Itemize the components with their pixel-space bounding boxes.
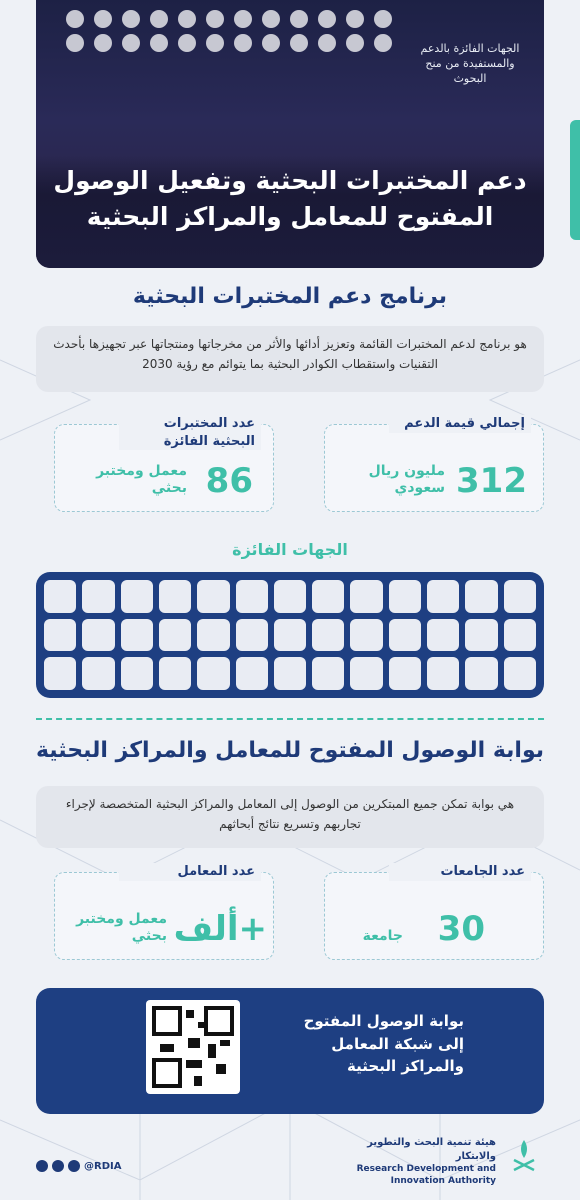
stat-label: عدد المعامل xyxy=(119,863,261,881)
university-logo-icon xyxy=(44,619,76,652)
university-logo-icon xyxy=(274,657,306,690)
instagram-icon[interactable] xyxy=(68,1160,80,1172)
university-logo-icon xyxy=(197,580,229,613)
university-logo-icon xyxy=(312,619,344,652)
org-logo-icon xyxy=(150,10,168,28)
university-logo-icon xyxy=(389,619,421,652)
portal-qr-text: بوابة الوصول المفتوح إلى شبكة المعامل والمراكز البحثية xyxy=(303,1012,464,1075)
org-logo-icon xyxy=(122,10,140,28)
university-logo-icon xyxy=(44,657,76,690)
university-logo-icon xyxy=(504,580,536,613)
university-logo-icon xyxy=(197,657,229,690)
linkedin-icon[interactable] xyxy=(52,1160,64,1172)
x-icon[interactable] xyxy=(36,1160,48,1172)
org-logo-icon xyxy=(262,10,280,28)
university-logo-icon xyxy=(274,619,306,652)
org-logo-icon xyxy=(206,10,224,28)
org-logo-icon xyxy=(290,34,308,52)
stat-unit: مليون ريال سعودي xyxy=(368,463,445,497)
university-logo-icon xyxy=(350,657,382,690)
program-description: هو برنامج لدعم المختبرات القائمة وتعزيز أدائها والأثر من مخرجاتها ومنتجاتها عبر تجهيزها بأحدث التقنيات واستقطاب الكوادر البحثية بما يتوائم مع رؤية 2030 xyxy=(36,326,544,392)
stat-number: 86 xyxy=(205,461,253,501)
university-logo-icon xyxy=(389,657,421,690)
footer-org xyxy=(336,1136,496,1187)
university-logo-icon xyxy=(159,619,191,652)
hero-caption: الجهات الفائزة بالدعم والمستفيدة من منح البحوث xyxy=(420,42,520,85)
org-logo-icon xyxy=(374,34,392,52)
program-title: برنامج دعم المختبرات البحثية xyxy=(132,284,448,309)
stat-number: 312 xyxy=(456,461,527,501)
org-logo-icon xyxy=(122,34,140,52)
university-logo-icon xyxy=(82,619,114,652)
university-logo-icon xyxy=(121,657,153,690)
hero-banner xyxy=(36,0,544,268)
org-logo-icon xyxy=(346,10,364,28)
hero-title-line2: المفتوح للمعامل والمراكز البحثية xyxy=(86,202,494,232)
ceremony-photo xyxy=(36,85,544,165)
stat-universities xyxy=(324,864,544,960)
university-logo-icon xyxy=(504,657,536,690)
university-logo-icon xyxy=(197,619,229,652)
org-logo-icon xyxy=(178,34,196,52)
stat-unit: معمل ومختبر بحثي xyxy=(76,911,167,945)
org-logo-icon xyxy=(178,10,196,28)
university-logo-icon xyxy=(274,580,306,613)
section-divider xyxy=(36,718,544,720)
university-logo-icon xyxy=(465,657,497,690)
org-logo-icon xyxy=(374,10,392,28)
org-logo-icon xyxy=(262,34,280,52)
university-logo-icon xyxy=(159,580,191,613)
university-logo-icon xyxy=(465,580,497,613)
side-tab xyxy=(570,120,580,240)
stat-support-value xyxy=(324,416,544,512)
university-logo-icon xyxy=(121,580,153,613)
university-logo-icon xyxy=(427,657,459,690)
university-logo-icon xyxy=(389,580,421,613)
org-name-ar: هيئة تنمية البحث والتطوير والابتكار xyxy=(367,1137,496,1162)
portal-title: بوابة الوصول المفتوح للمعامل والمراكز البحثية xyxy=(35,738,545,763)
org-logo-icon xyxy=(318,10,336,28)
winners-title: الجهات الفائزة xyxy=(232,540,348,559)
org-logo-icon xyxy=(66,10,84,28)
stat-labs xyxy=(54,864,274,960)
org-logo-icon xyxy=(66,34,84,52)
university-logo-icon xyxy=(236,619,268,652)
university-logo-icon xyxy=(427,619,459,652)
org-logo-icon xyxy=(346,34,364,52)
stat-label: عدد المختبرات البحثية الفائزة xyxy=(119,415,261,450)
university-logo-icon xyxy=(236,580,268,613)
org-logo-icon xyxy=(290,10,308,28)
stat-labs-count xyxy=(54,416,274,512)
university-logo-icon xyxy=(44,580,76,613)
org-logo-icon xyxy=(150,34,168,52)
hero-logos xyxy=(66,10,394,52)
university-logo-icon xyxy=(350,580,382,613)
org-logo-icon xyxy=(94,10,112,28)
social-handle: @RDIA xyxy=(84,1160,122,1172)
university-logo-icon xyxy=(121,619,153,652)
stat-label: إجمالي قيمة الدعم xyxy=(389,415,531,433)
stat-number: 30 xyxy=(437,909,485,949)
university-logo-icon xyxy=(159,657,191,690)
stat-label: عدد الجامعات xyxy=(389,863,531,881)
university-logo-icon xyxy=(312,657,344,690)
winners-logo-grid xyxy=(36,572,544,698)
portal-qr-box[interactable] xyxy=(36,988,544,1114)
hero-title xyxy=(36,155,544,268)
university-logo-icon xyxy=(427,580,459,613)
qr-code-icon[interactable] xyxy=(146,1000,240,1094)
org-logo-icon xyxy=(234,10,252,28)
stat-unit: جامعة xyxy=(362,928,403,945)
stat-unit: معمل ومختبر بحثي xyxy=(96,463,187,497)
org-logo-icon xyxy=(234,34,252,52)
org-name-en: Research Development and Innovation Authority xyxy=(356,1164,496,1187)
social-links[interactable] xyxy=(36,1160,121,1172)
university-logo-icon xyxy=(465,619,497,652)
org-logo-icon xyxy=(318,34,336,52)
org-logo-icon xyxy=(206,34,224,52)
org-logo-icon xyxy=(94,34,112,52)
university-logo-icon xyxy=(504,619,536,652)
university-logo-icon xyxy=(82,580,114,613)
portal-description: هي بوابة تمكن جميع المبتكرين من الوصول إلى المعامل والمراكز البحثية المتخصصة لإجراء تجاربهم وتسريع نتائج أبحاثهم xyxy=(36,786,544,848)
university-logo-icon xyxy=(236,657,268,690)
university-logo-icon xyxy=(82,657,114,690)
saudi-emblem-icon xyxy=(508,1136,540,1176)
hero-title-line1: دعم المختبرات البحثية وتفعيل الوصول xyxy=(53,166,527,195)
stat-number: +ألف xyxy=(173,909,267,949)
university-logo-icon xyxy=(350,619,382,652)
university-logo-icon xyxy=(312,580,344,613)
